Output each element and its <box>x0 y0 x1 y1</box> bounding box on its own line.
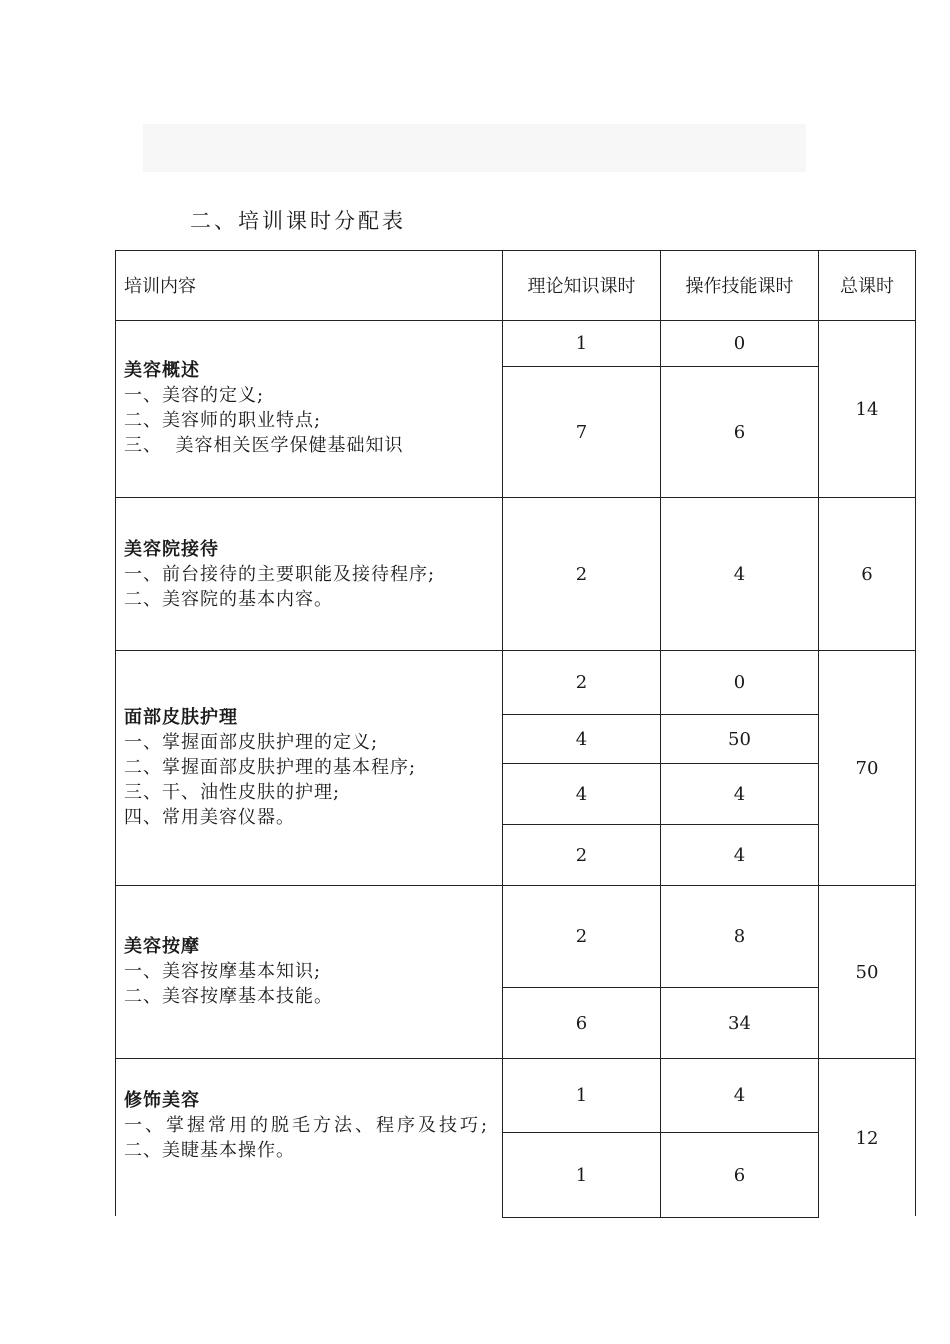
theory-hours-cell: 1 <box>575 1085 588 1106</box>
theory-hours-cell: 4 <box>575 783 588 805</box>
section-item: 二、美容按摩基本技能。 <box>124 986 333 1007</box>
header-total-hours: 总课时 <box>840 276 894 297</box>
practice-hours-cell: 4 <box>733 844 746 866</box>
total-hours-cell: 12 <box>855 1127 879 1149</box>
section-title-facial-care: 面部皮肤护理 <box>124 707 238 728</box>
practice-hours-cell: 0 <box>733 672 746 693</box>
header-practice-hours: 操作技能课时 <box>685 276 794 297</box>
theory-hours-cell: 2 <box>575 844 588 866</box>
section-item: 一、掌握常用的脱毛方法、程序及技巧; <box>124 1115 491 1136</box>
section-item: 三、干、油性皮肤的护理; <box>124 782 341 803</box>
section-title-beauty-overview: 美容概述 <box>124 360 200 381</box>
section-item: 一、美容的定义; <box>124 385 265 406</box>
section-item: 一、掌握面部皮肤护理的定义; <box>124 732 379 753</box>
theory-hours-cell: 1 <box>575 1164 588 1186</box>
total-hours-cell: 70 <box>855 757 879 779</box>
section-decorative-beauty <box>124 1088 498 1163</box>
total-hours-cell: 6 <box>861 563 873 585</box>
practice-hours-cell: 0 <box>733 333 746 354</box>
section-title-beauty-massage: 美容按摩 <box>124 936 200 957</box>
total-hours-cell: 50 <box>855 961 879 983</box>
section-item: 二、美容师的职业特点; <box>124 410 322 431</box>
practice-hours-cell: 6 <box>733 1164 746 1186</box>
section-reception <box>124 537 498 612</box>
header-content: 培训内容 <box>124 276 196 297</box>
section-beauty-overview <box>124 358 498 458</box>
theory-hours-cell: 7 <box>575 421 588 443</box>
section-item: 二、美睫基本操作。 <box>124 1140 295 1161</box>
section-item: 一、前台接待的主要职能及接待程序; <box>124 564 436 585</box>
total-hours-cell: 14 <box>855 398 879 420</box>
practice-hours-cell: 50 <box>728 728 751 750</box>
practice-hours-cell: 6 <box>733 421 746 443</box>
theory-hours-cell: 4 <box>575 728 588 750</box>
theory-hours-cell: 2 <box>575 563 588 585</box>
section-item: 一、美容按摩基本知识; <box>124 961 322 982</box>
practice-hours-cell: 8 <box>733 926 746 947</box>
section-item: 二、美容院的基本内容。 <box>124 589 333 610</box>
section-beauty-massage <box>124 934 498 1009</box>
table-left-border <box>115 250 116 1216</box>
section-title: 二、培训课时分配表 <box>190 209 406 233</box>
section-facial-care <box>124 705 498 830</box>
theory-hours-cell: 1 <box>575 333 588 354</box>
header-theory-hours: 理论知识课时 <box>527 276 636 297</box>
section-item: 三、 美容相关医学保健基础知识 <box>124 435 404 456</box>
theory-hours-cell: 6 <box>575 1012 588 1034</box>
theory-hours-cell: 2 <box>575 926 588 947</box>
theory-hours-cell: 2 <box>575 672 588 693</box>
section-title-decorative-beauty: 修饰美容 <box>124 1090 200 1111</box>
section-item: 二、掌握面部皮肤护理的基本程序; <box>124 757 417 778</box>
practice-hours-cell: 4 <box>733 563 746 585</box>
section-title-reception: 美容院接待 <box>124 539 219 560</box>
practice-hours-cell: 34 <box>728 1012 751 1034</box>
practice-hours-cell: 4 <box>733 1085 746 1106</box>
table-right-border <box>915 250 916 1216</box>
section-item: 四、常用美容仪器。 <box>124 807 295 828</box>
practice-hours-cell: 4 <box>733 783 746 805</box>
